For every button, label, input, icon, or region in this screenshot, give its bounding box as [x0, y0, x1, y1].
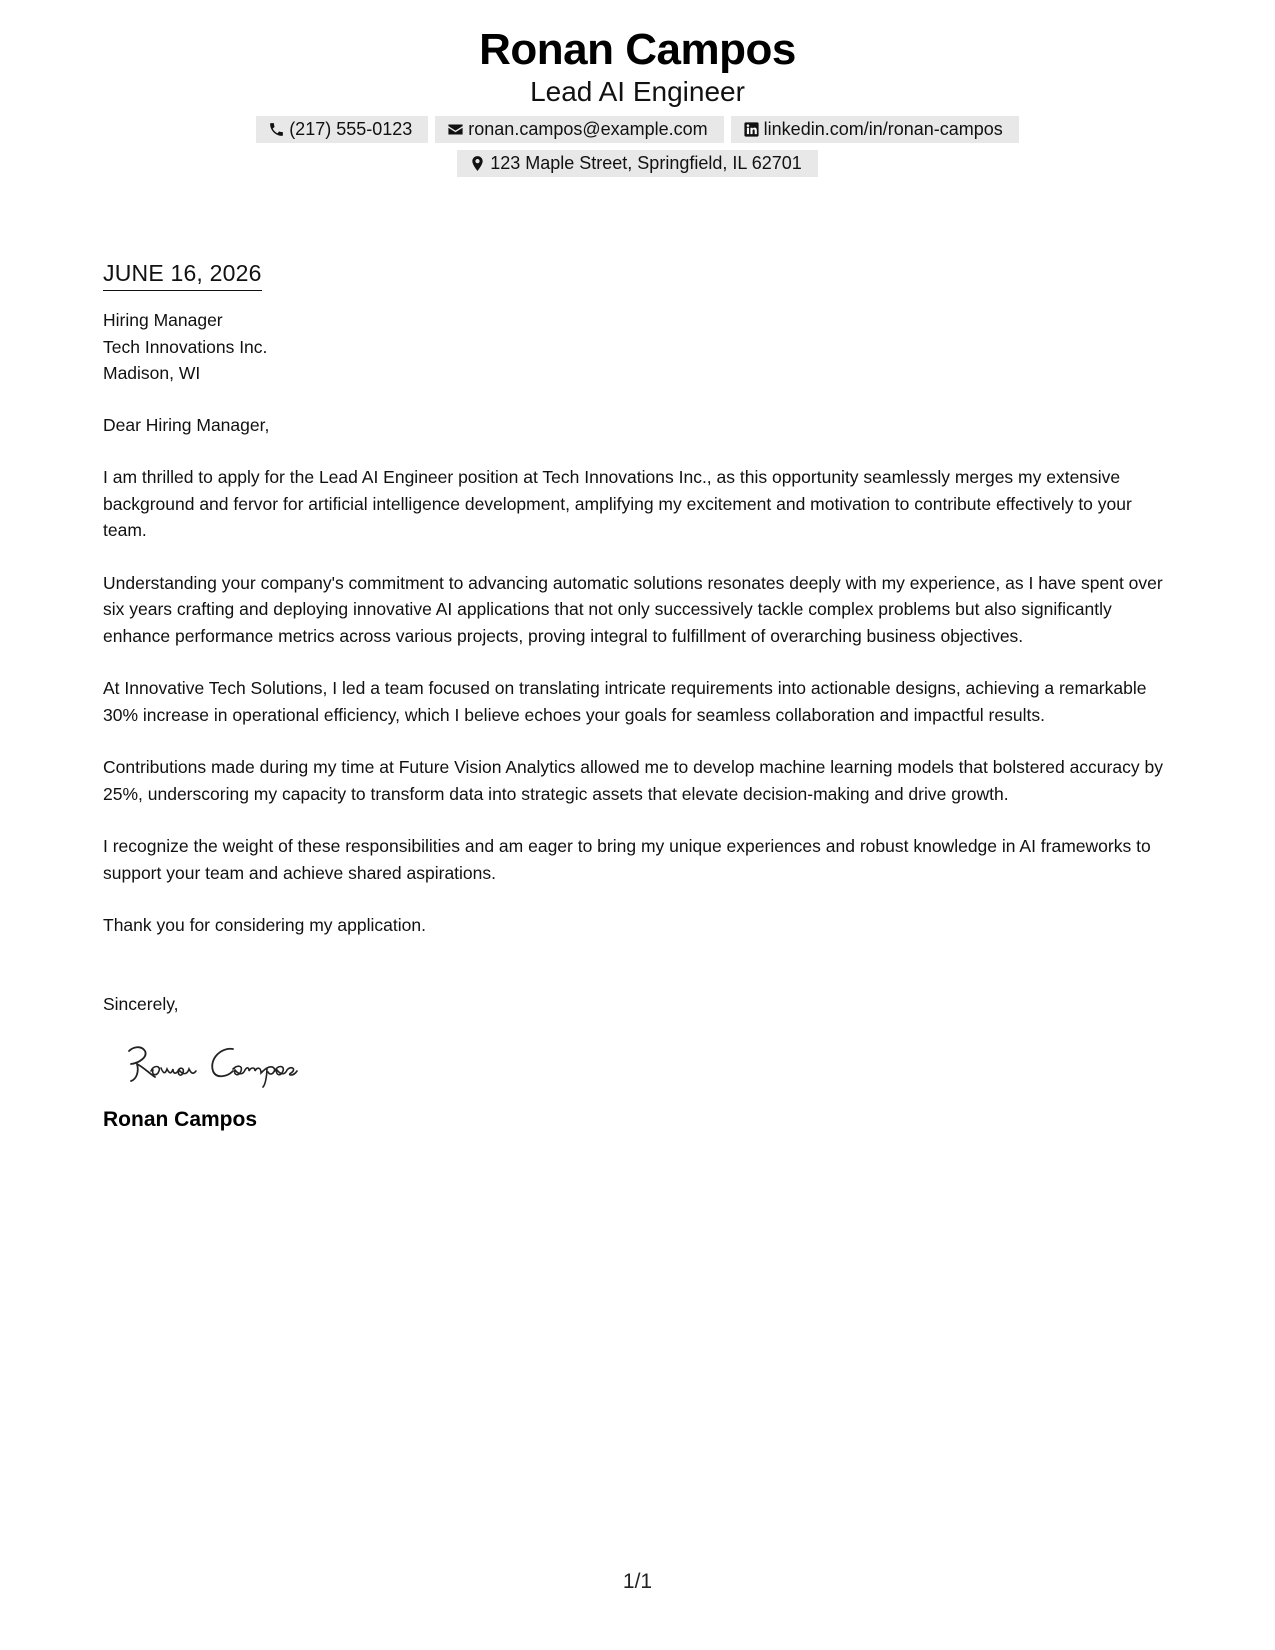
applicant-name: Ronan Campos [479, 25, 796, 74]
phone-text: (217) 555-0123 [289, 119, 413, 139]
closing: Sincerely, [103, 993, 179, 1014]
letter-body [103, 258, 1173, 1133]
linkedin-text[interactable]: linkedin.com/in/ronan-campos [763, 119, 1003, 139]
recipient-line: Madison, WI [103, 363, 201, 383]
recipient-line: Hiring Manager [103, 310, 223, 330]
linkedin-icon [743, 121, 760, 138]
applicant-title: Lead AI Engineer [530, 76, 745, 107]
salutation: Dear Hiring Manager, [103, 414, 270, 435]
address-chip [457, 150, 818, 177]
phone-icon [268, 121, 285, 138]
contact-row-secondary [0, 150, 1275, 177]
letter-date: JUNE 16, 2026 [103, 258, 262, 291]
paragraph: I recognize the weight of these responsibilities and am eager to bring my unique experiences and robust knowledge in AI frameworks to support your team and achieve shared aspirations. [103, 836, 1151, 883]
paragraph: At Innovative Tech Solutions, I led a team focused on translating intricate requirements into actionable designs, achieving a remarkable 30% increase in operational efficiency, which I believe echoes your goals for seamless collaboration and impactful results. [103, 678, 1147, 725]
paragraph: I am thrilled to apply for the Lead AI Engineer position at Tech Innovations Inc., as this opportunity seamlessly merges my extensive background and fervor for artificial intelligence development, amplifying my excitement and motivation to contribute effectively to your team. [103, 467, 1132, 540]
handwritten-signature [121, 1037, 1173, 1089]
email-chip[interactable] [435, 116, 723, 143]
envelope-icon [447, 121, 464, 138]
linkedin-chip[interactable] [731, 116, 1019, 143]
letter-header [0, 22, 1275, 177]
paragraph: Contributions made during my time at Future Vision Analytics allowed me to develop machine learning models that bolstered accuracy by 25%, underscoring my capacity to transform data into strategic assets that elevate decision-making and drive growth. [103, 757, 1163, 804]
paragraph: Thank you for considering my application. [103, 915, 426, 935]
address-text: 123 Maple Street, Springfield, IL 62701 [490, 153, 802, 173]
signature-graphic [121, 1037, 351, 1089]
paragraph: Understanding your company's commitment to advancing automatic solutions resonates deeply with my experience, as I have spent over six years crafting and deploying innovative AI applications that not only successively tackle complex problems but also significantly enhance performance metrics across various projects, proving integral to fulfillment of overarching business objectives. [103, 572, 1163, 646]
email-text[interactable]: ronan.campos@example.com [468, 119, 708, 139]
phone-chip [256, 116, 428, 143]
map-pin-icon [469, 155, 486, 172]
signer-name: Ronan Campos [103, 1108, 258, 1131]
page-number: 1/1 [622, 1570, 653, 1593]
recipient-line: Tech Innovations Inc. [103, 336, 268, 357]
contact-row-primary [0, 116, 1275, 143]
recipient-block [103, 307, 1173, 387]
